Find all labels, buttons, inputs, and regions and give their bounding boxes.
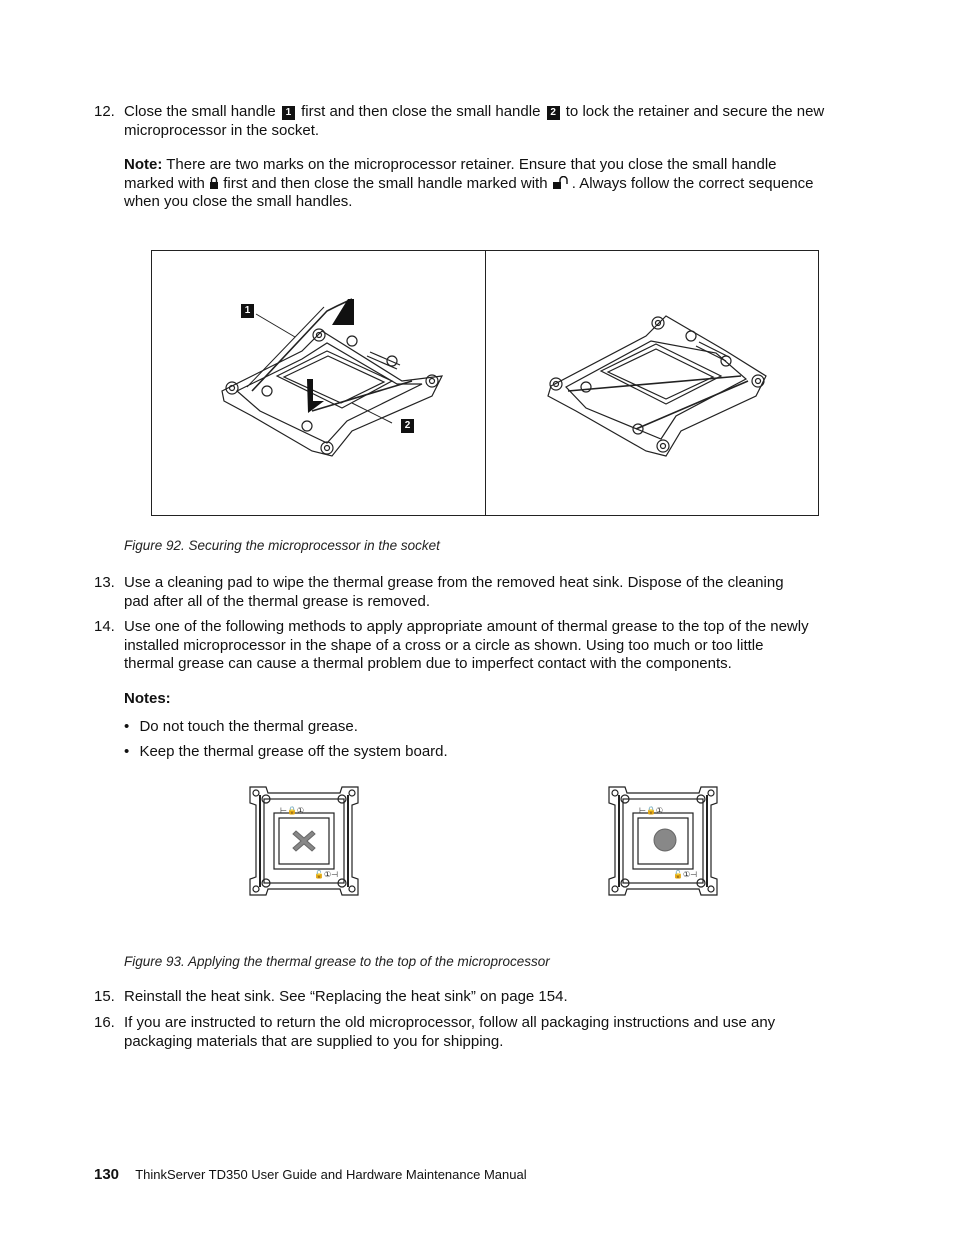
step-text: first and then close the small handle xyxy=(301,103,541,120)
step-16-line-2: packaging materials that are supplied to you for shipping. xyxy=(124,1033,504,1050)
bullet-dot: • xyxy=(124,718,130,735)
svg-text:🔓①⊣: 🔓①⊣ xyxy=(314,870,339,879)
figure-93-caption: Figure 93. Applying the thermal grease to the top of the microprocessor xyxy=(124,954,550,969)
bullet-dot: • xyxy=(124,743,130,760)
figure-callout-2: 2 xyxy=(401,419,414,433)
lock-closed-icon xyxy=(209,176,219,190)
step-14-line-1: Use one of the following methods to apply appropriate amount of thermal grease to the top of the newly xyxy=(124,618,809,635)
note-text: marked with xyxy=(124,175,205,192)
note-text: first and then close the small handle marked with xyxy=(223,175,548,192)
notes-label: Notes: xyxy=(124,690,171,707)
lock-open-icon xyxy=(552,176,572,190)
svg-text:🔓①⊣: 🔓①⊣ xyxy=(673,870,698,879)
step-number: 14. xyxy=(94,618,115,635)
step-12-line-2: microprocessor in the socket. xyxy=(124,122,320,139)
socket-handles-closed-illustration xyxy=(486,251,818,515)
step-number: 12. xyxy=(94,103,115,120)
step-number: 13. xyxy=(94,574,115,591)
step-text: Close the small handle xyxy=(124,103,276,120)
note-text: There are two marks on the microprocessor retainer. Ensure that you close the small handle xyxy=(166,156,777,173)
bullet-text: Do not touch the thermal grease. xyxy=(139,718,358,735)
step-16-line-1: If you are instructed to return the old microprocessor, follow all packaging instructions and use any xyxy=(124,1014,776,1031)
callout-badge-1: 1 xyxy=(282,106,295,120)
step-13-line-2: pad after all of the thermal grease is removed. xyxy=(124,593,430,610)
note-line-3: when you close the small handles. xyxy=(124,193,353,210)
step-13-line-1: Use a cleaning pad to wipe the thermal grease from the removed heat sink. Dispose of the cleaning xyxy=(124,574,784,591)
step-14-line-3: thermal grease can cause a thermal problem due to imperfect contact with the components. xyxy=(124,655,732,672)
thermal-grease-circle-illustration xyxy=(605,783,721,899)
figure-92 xyxy=(151,250,819,516)
page-footer xyxy=(94,1166,527,1184)
document-title: ThinkServer TD350 User Guide and Hardware Maintenance Manual xyxy=(135,1167,527,1182)
figure-92-caption: Figure 92. Securing the microprocessor in the socket xyxy=(124,538,440,553)
thermal-grease-cross-illustration xyxy=(246,783,362,899)
note-line-2 xyxy=(124,175,814,193)
socket-handles-open-illustration xyxy=(152,251,485,515)
note-text: . Always follow the correct sequence xyxy=(571,175,814,192)
figure-callout-1: 1 xyxy=(241,304,254,318)
note-line-1 xyxy=(124,156,777,174)
step-12-line-1 xyxy=(124,103,824,121)
note-label: Note: xyxy=(124,156,163,173)
list-item xyxy=(124,743,448,761)
callout-badge-2: 2 xyxy=(547,106,560,120)
page-number: 130 xyxy=(94,1166,120,1183)
step-number: 16. xyxy=(94,1014,115,1031)
svg-text:⊢🔒①: ⊢🔒① xyxy=(639,806,664,815)
step-text: to lock the retainer and secure the new xyxy=(565,103,825,120)
list-item xyxy=(124,718,358,736)
svg-text:⊢🔒①: ⊢🔒① xyxy=(280,806,305,815)
bullet-text: Keep the thermal grease off the system board. xyxy=(139,743,448,760)
step-14-line-2: installed microprocessor in the shape of a cross or a circle as shown. Using too much or too little xyxy=(124,637,764,654)
step-number: 15. xyxy=(94,988,115,1005)
step-15-line-1: Reinstall the heat sink. See “Replacing the heat sink” on page 154. xyxy=(124,988,568,1005)
